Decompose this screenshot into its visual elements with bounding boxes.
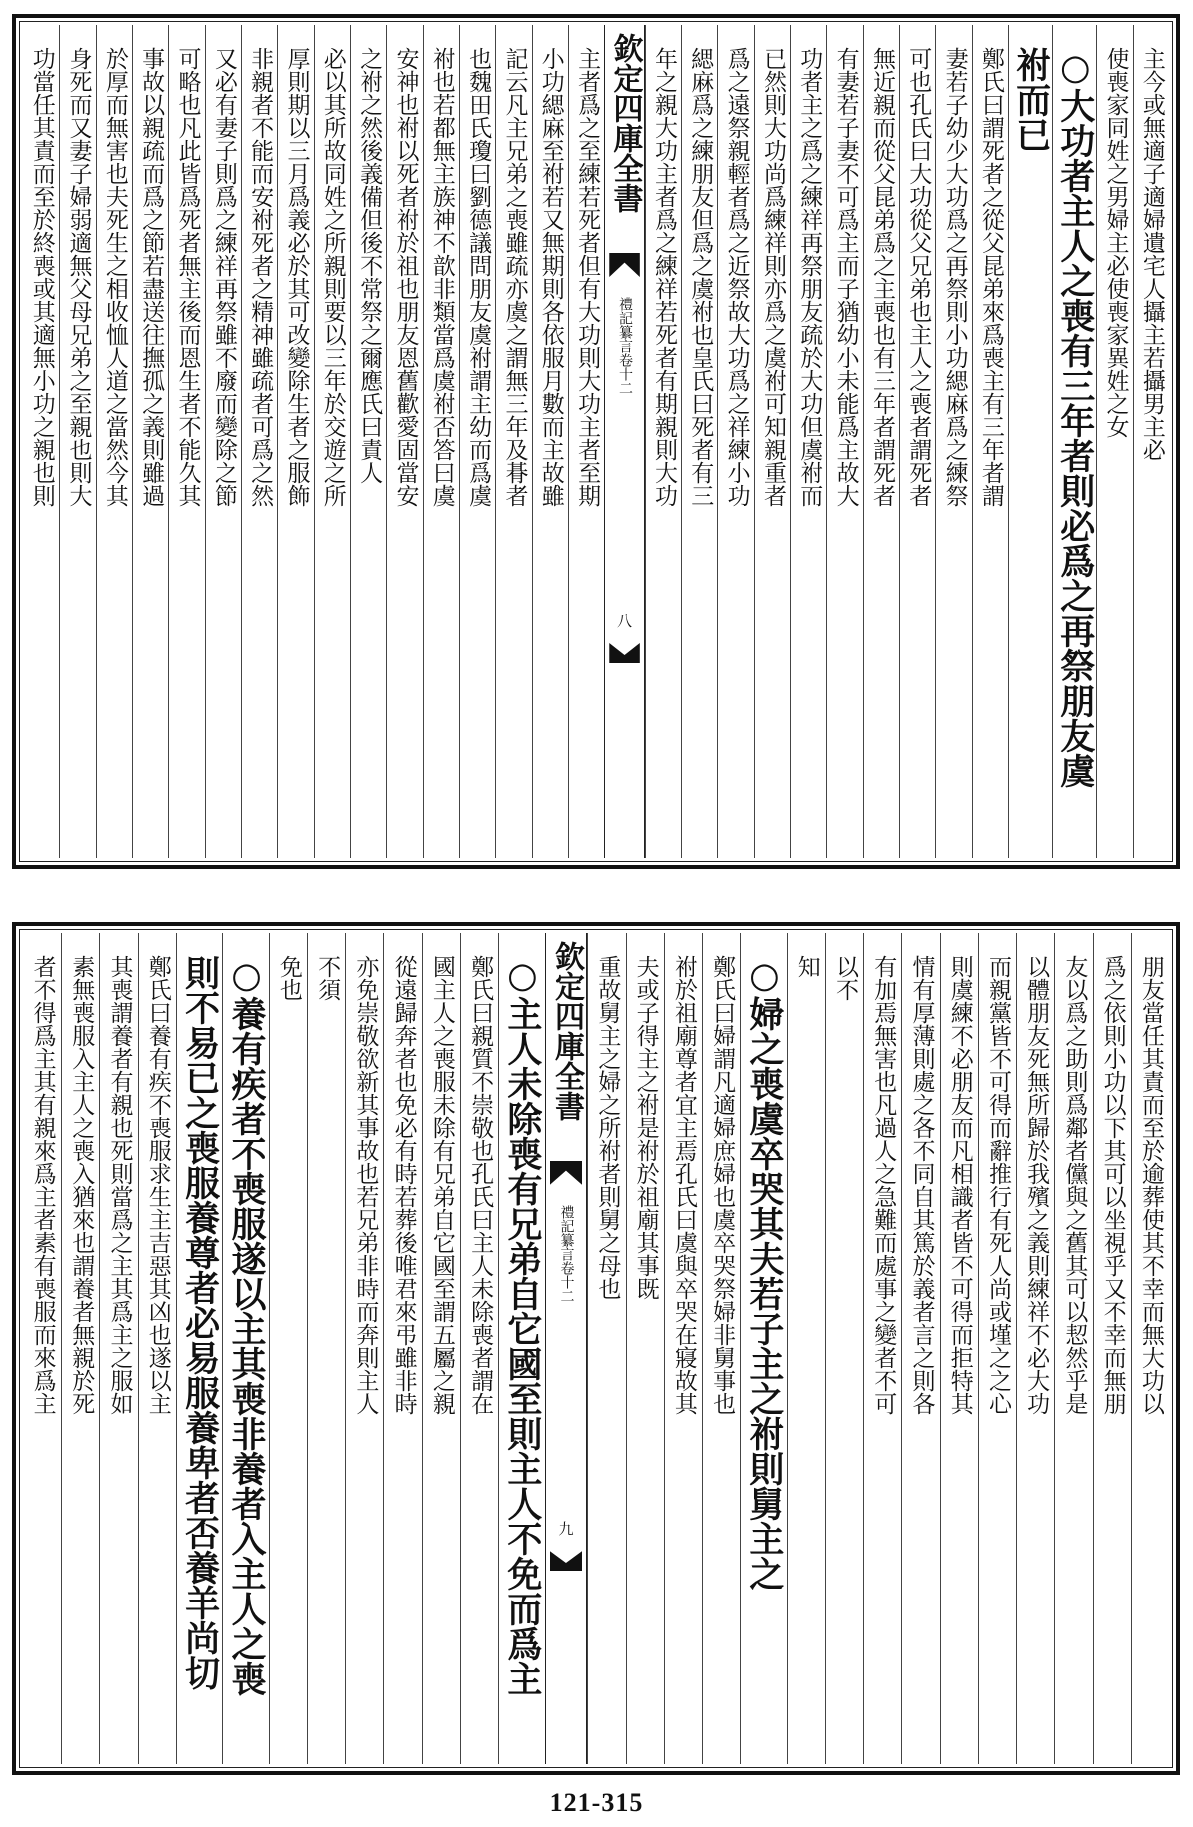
main-text-column (498, 933, 544, 1764)
commentary-text: 亦免崇敬欲新其事故也若兄弟非時而奔則主人 (352, 955, 379, 1415)
main-text-column (1008, 25, 1052, 858)
commentary-column (681, 25, 717, 858)
commentary-text: 鄭氏曰婦謂凡適婦庶婦也虞卒哭祭婦非舅事也 (709, 955, 736, 1415)
commentary-column (826, 25, 862, 858)
commentary-text: 以不 (832, 955, 858, 1001)
commentary-column (717, 25, 753, 858)
commentary-column (386, 25, 422, 858)
commentary-column (96, 25, 132, 858)
commentary-column (754, 25, 790, 858)
main-text-column (1052, 25, 1096, 858)
commentary-column (23, 25, 59, 858)
commentary-text: 年之親大功主者爲之練祥若死者有期親則大功 (650, 47, 677, 507)
commentary-column (940, 933, 978, 1764)
top-text-columns (23, 25, 1169, 858)
commentary-column (241, 25, 277, 858)
gutter-leaf-number: 九 (556, 1521, 575, 1536)
commentary-text: 已然則大功尚爲練祥則亦爲之虞祔可知親重者 (759, 47, 786, 507)
commentary-text: 厚則期以三月爲義必於其可改變除生者之服飾 (283, 47, 310, 507)
commentary-text: 重故舅主之婦之所祔者則舅之母也 (594, 955, 621, 1300)
commentary-text: 其喪謂養者有親也死則當爲之主其爲主之服如 (106, 955, 133, 1415)
commentary-text: 以體朋友死無所歸於我殯之義則練祥不必大功 (1023, 955, 1050, 1415)
commentary-column (645, 25, 681, 858)
commentary-column (277, 25, 313, 858)
main-text: ○大功者主人之喪有三年者則必爲之再祭朋友虞 (1054, 47, 1096, 788)
main-text: ○主人未除喪有兄弟自它國至則主人不免而爲主 (501, 955, 543, 1696)
commentary-text: 爲之依則小功以下其可以坐視乎又不幸而無朋 (1099, 955, 1126, 1415)
commentary-text: 主者爲之至練若死者但有大功則大功主者至期 (574, 47, 601, 507)
commentary-text: 鄭氏曰謂死者之從父昆弟來爲喪主有三年者謂 (977, 47, 1004, 507)
commentary-column (1096, 25, 1132, 858)
main-text-column (740, 933, 786, 1764)
commentary-text: 祔也若都無主族神不歆非類當爲虞祔否答曰虞 (428, 47, 455, 507)
commentary-text: 也魏田氏瓊曰劉德議問朋友虞祔謂主幼而爲虞 (465, 47, 492, 507)
commentary-column (587, 933, 625, 1764)
commentary-column (532, 25, 568, 858)
commentary-column (23, 933, 61, 1764)
commentary-text: 功者主之爲之練祥再祭朋友疏於大功但虞祔而 (796, 47, 823, 507)
commentary-column (626, 933, 664, 1764)
commentary-text: 不須 (314, 955, 341, 1001)
commentary-column (901, 933, 939, 1764)
commentary-column (138, 933, 176, 1764)
commentary-text: 夫或子得主之祔是祔於祖廟其事既 (632, 955, 659, 1300)
commentary-column (664, 933, 702, 1764)
commentary-column (1016, 933, 1054, 1764)
commentary-text: 朋友當任其責而至於逾葬使其不幸而無大功以 (1137, 955, 1164, 1415)
commentary-text: 安神也祔以死者祔於祖也朋友恩舊歡愛固當安 (392, 47, 419, 507)
main-text-column (176, 933, 222, 1764)
commentary-column (568, 25, 604, 858)
commentary-column (1133, 25, 1169, 858)
fish-tail-mark-lower (550, 1551, 583, 1571)
commentary-column (350, 25, 386, 858)
commentary-text: 祔於祖廟尊者宜主焉孔氏曰虞與卒哭在寢故其 (670, 955, 697, 1415)
commentary-column (825, 933, 863, 1764)
commentary-column (863, 25, 899, 858)
commentary-text: 鄭氏曰親質不崇敬也孔氏曰主人未除喪者謂在 (467, 955, 494, 1415)
commentary-column (422, 933, 460, 1764)
commentary-text: 於厚而無害也夫死生之相收恤人道之當然今其 (101, 47, 128, 507)
commentary-text: 有加焉無害也凡過人之急難而處事之變者不可 (870, 955, 897, 1415)
commentary-text: 緦麻爲之練朋友但爲之虞祔也皇氏曰死者有三 (687, 47, 714, 507)
bottom-text-columns (23, 933, 1169, 1764)
commentary-text: 又必有妻子則爲之練祥再祭雖不廢而變除之節 (210, 47, 237, 507)
commentary-text: 者不得爲主其有親來爲主者素有喪服而來爲主 (29, 955, 56, 1415)
commentary-text: 素無喪服入主人之喪入猶來也謂養者無親於死 (68, 955, 95, 1415)
commentary-text: 可略也凡此皆爲死者無主後而恩生者不能久其 (174, 47, 201, 507)
commentary-text: 必以其所故同姓之所親則要以三年於交遊之所 (319, 47, 346, 507)
main-text: 則不易已之喪服養尊者必易服養卑者否養羊尚切 (179, 955, 221, 1690)
commentary-text: 有妻若子妻不可爲主而子猶幼小未能爲主故大 (832, 47, 859, 507)
commentary-text: 則虞練不必朋友而凡相識者皆不可得而拒特其 (946, 955, 973, 1415)
commentary-text: 非親者不能而安祔死者之精神雖疏者可爲之然 (247, 47, 274, 507)
commentary-text: 功當任其責而至於終喪或其適無小功之親也則 (28, 47, 55, 507)
gutter-leaf-number: 八 (615, 613, 634, 628)
gutter-title: 欽定四庫全書 (548, 941, 584, 1121)
page-number: 121-315 (549, 1788, 644, 1817)
commentary-text: 使喪家同姓之男婦主必使喪家異姓之女 (1102, 47, 1129, 438)
commentary-column (460, 933, 498, 1764)
main-text: ○養有疾者不喪服遂以主其喪非養者入主人之喪 (226, 955, 268, 1696)
commentary-column (978, 933, 1016, 1764)
gutter-volume-label: 禮記纂言卷十二 (617, 297, 634, 395)
commentary-column (383, 933, 421, 1764)
commentary-column (702, 933, 740, 1764)
commentary-text: 小功緦麻至祔若又無期則各依服月數而主故雖 (537, 47, 564, 507)
fish-tail-mark (550, 1161, 583, 1185)
commentary-column (787, 933, 825, 1764)
commentary-text: 之祔之然後義備但後不常祭之爾應氏曰責人 (356, 47, 383, 484)
main-text-column (222, 933, 268, 1764)
commentary-text: 情有厚薄則處之各不同自其篤於義者言之則各 (908, 955, 935, 1415)
commentary-text: 主今或無適子適婦遺宅人攝主若攝男主必 (1138, 47, 1165, 461)
gutter-title: 欽定四庫全書 (607, 33, 643, 213)
commentary-column (423, 25, 459, 858)
commentary-text: 鄭氏曰養有疾不喪服求生主吉惡其凶也遂以主 (144, 955, 171, 1415)
commentary-column (935, 25, 971, 858)
commentary-column (61, 933, 99, 1764)
main-text: ○婦之喪虞卒哭其夫若子主之祔則舅主之 (743, 955, 785, 1591)
commentary-column (132, 25, 168, 858)
commentary-column (269, 933, 307, 1764)
commentary-column (1131, 933, 1169, 1764)
commentary-text: 國主人之喪服未除有兄弟自它國至謂五屬之親 (428, 955, 455, 1415)
commentary-column (1054, 933, 1092, 1764)
commentary-text: 從遠歸奔者也免必有時若葬後唯君來弔雖非時 (390, 955, 417, 1415)
commentary-column (307, 933, 345, 1764)
commentary-column (205, 25, 241, 858)
page-gutter (604, 25, 645, 858)
bottom-page-panel (12, 922, 1180, 1775)
commentary-text: 記云凡主兄弟之喪雖疏亦虞之謂無三年及朞者 (501, 47, 528, 507)
fish-tail-mark-lower (609, 643, 640, 663)
commentary-column (495, 25, 531, 858)
commentary-column (1093, 933, 1131, 1764)
commentary-column (459, 25, 495, 858)
main-text: 祔而已 (1010, 47, 1052, 152)
commentary-column (863, 933, 901, 1764)
commentary-text: 友以爲之助則爲鄰者儻與之舊其可以恝然乎是 (1061, 955, 1088, 1415)
gutter-volume-label: 禮記纂言卷十二 (558, 1205, 575, 1303)
commentary-column (314, 25, 350, 858)
commentary-text: 身死而又妻子婦弱適無父母兄弟之至親也則大 (65, 47, 92, 507)
page-gutter (545, 933, 588, 1764)
commentary-text: 可也孔氏曰大功從父兄弟也主人之喪者謂死者 (905, 47, 932, 507)
commentary-text: 知 (793, 955, 820, 978)
commentary-column (345, 933, 383, 1764)
commentary-column (59, 25, 95, 858)
commentary-text: 事故以親疏而爲之節若盡送往撫孤之義則雖過 (138, 47, 165, 507)
commentary-column (168, 25, 204, 858)
fish-tail-mark (609, 253, 640, 277)
commentary-column (99, 933, 137, 1764)
commentary-column (790, 25, 826, 858)
commentary-column (899, 25, 935, 858)
commentary-text: 妻若子幼少大功爲之再祭則小功緦麻爲之練祭 (941, 47, 968, 507)
commentary-text: 免也 (275, 955, 302, 1001)
commentary-text: 爲之遠祭親輕者爲之近祭故大功爲之祥練小功 (723, 47, 750, 507)
commentary-text: 無近親而從父昆弟爲之主喪也有三年者謂死者 (868, 47, 895, 507)
commentary-text: 而親黨皆不可得而辭推行有死人尚或墐之之心 (984, 955, 1011, 1415)
commentary-column (972, 25, 1008, 858)
top-page-panel (12, 14, 1180, 869)
